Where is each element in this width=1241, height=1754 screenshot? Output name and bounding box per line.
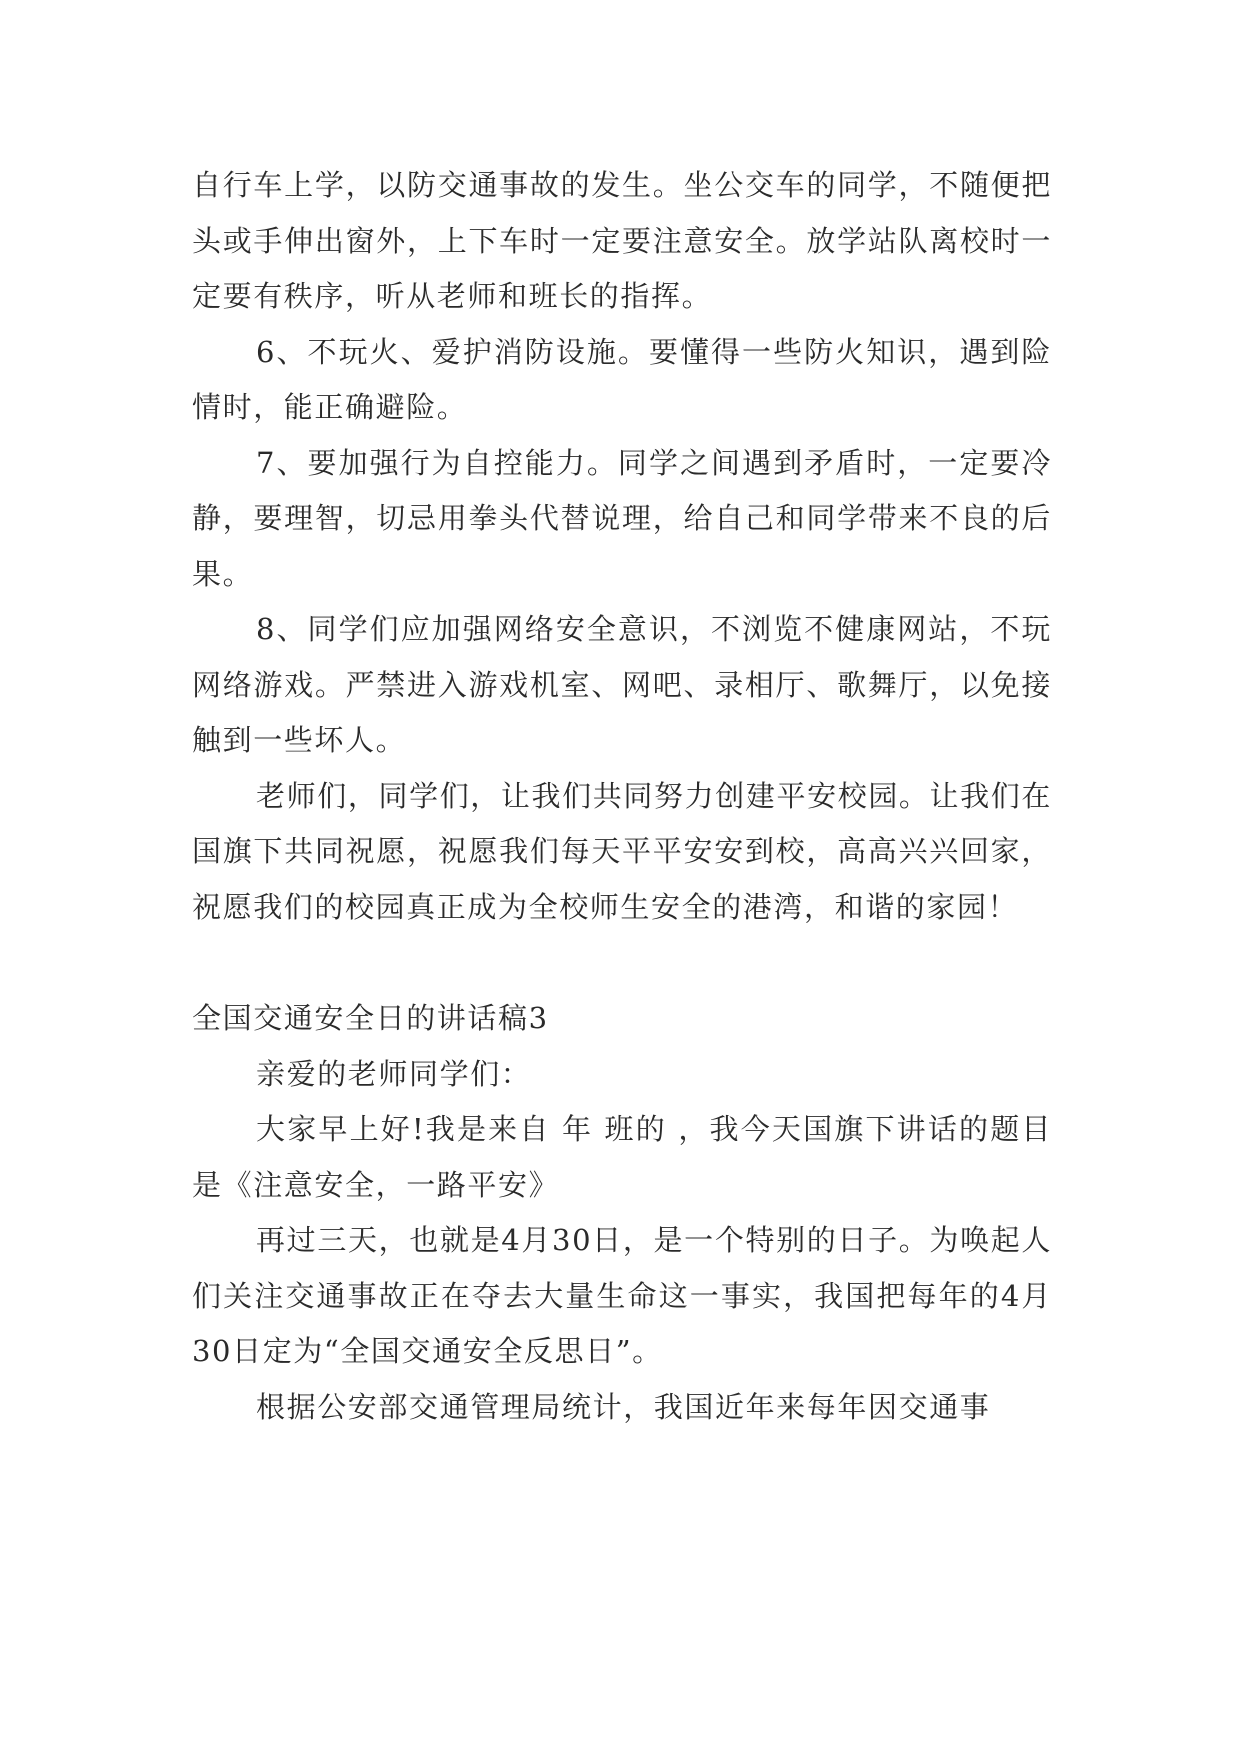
paragraph-closing: 老师们，同学们，让我们共同努力创建平安校园。让我们在国旗下共同祝愿，祝愿我们每天平平安安到校，高高兴兴回家，祝愿我们的校园真正成为全校师生安全的港湾，和谐的家园！ (192, 778, 1052, 924)
paragraph-item-7: 7、要加强行为自控能力。同学之间遇到矛盾时，一定要冷静，要理智，切忌用拳头代替说理，给自己和同学带来不良的后果。 (192, 445, 1052, 591)
paragraph-continuation: 自行车上学，以防交通事故的发生。坐公交车的同学，不随便把头或手伸出窗外，上下车时一定要注意安全。放学站队离校时一定要有秩序，听从老师和班长的指挥。 (192, 168, 1052, 313)
section-heading: 全国交通安全日的讲话稿3 (192, 1001, 549, 1035)
paragraph-statistics: 根据公安部交通管理局统计，我国近年来每年因交通事 (256, 1389, 991, 1424)
paragraph-item-8: 8、同学们应加强网络安全意识，不浏览不健康网站，不玩网络游戏。严禁进入游戏机室、网吧、录相厅、歌舞厅，以免接触到一些坏人。 (192, 612, 1052, 757)
paragraph-item-6: 6、不玩火、爱护消防设施。要懂得一些防火知识，遇到险情时，能正确避险。 (192, 334, 1052, 424)
paragraph-date-note: 再过三天，也就是4月30日，是一个特别的日子。为唤起人们关注交通事故正在夺去大量生命这一事实，我国把每年的4月30日定为“全国交通安全反思日”。 (192, 1223, 1052, 1368)
paragraph-salutation: 亲爱的老师同学们： (256, 1056, 532, 1091)
document-body (192, 158, 1052, 1435)
paragraph-greeting: 大家早上好!我是来自 年 班的 ，我今天国旗下讲话的题目是《注意安全，一路平安》 (192, 1112, 1053, 1202)
